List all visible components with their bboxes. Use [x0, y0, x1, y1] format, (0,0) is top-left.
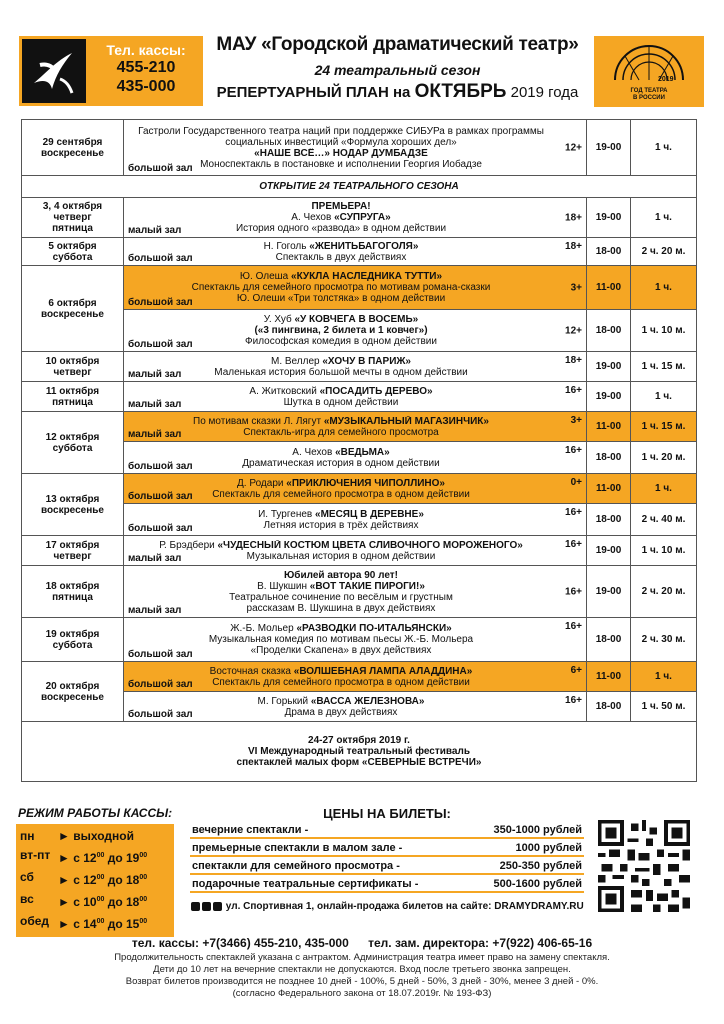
badge-line-1: ГОД ТЕАТРА: [630, 88, 668, 94]
ticket-prices: [190, 806, 584, 912]
footnote: Дети до 10 лет на вечерние спектакли не допускаются. Вход после третьего звонка запрещен.: [153, 964, 571, 975]
performance-title: «ХОЧУ В ПАРИЖ»: [322, 355, 411, 367]
hours-day: вс: [20, 892, 34, 906]
age-rating: 16+: [565, 385, 582, 396]
performance-title: «СУПРУГА»: [334, 212, 391, 223]
price-value: 350-1000 рублей: [493, 824, 582, 836]
duration-cell: 2 ч. 20 м.: [631, 238, 697, 266]
date-cell: [22, 474, 124, 536]
hours-value: [58, 868, 170, 890]
weekday-text: пятница: [52, 223, 93, 234]
time-cell: 19-00: [587, 352, 631, 382]
performance-cell: [124, 536, 587, 566]
plan-prefix: РЕПЕРТУАРНЫЙ ПЛАН на: [216, 84, 411, 101]
title-block: [205, 34, 590, 103]
duration-cell: 1 ч. 15 м.: [631, 412, 697, 442]
performance-cell: [124, 692, 587, 722]
box-office-label: Тел. кассы:: [106, 42, 186, 58]
author: И. Тургенев: [258, 508, 316, 520]
author: Ж.-Б. Мольер: [230, 623, 297, 634]
duration-cell: 1 ч.: [631, 662, 697, 692]
age-rating: 16+: [565, 445, 582, 456]
author: А. Чехов: [292, 446, 336, 458]
hall-label: большой зал: [128, 709, 193, 720]
author: Ю. Олеша: [239, 271, 292, 282]
deputy-director-contact: тел. зам. директора: +7(922) 406-65-16: [368, 936, 593, 950]
address-text: ул. Спортивная 1, онлайн-продажа билетов на сайте: DRAMYDRAMY.RU: [225, 901, 584, 912]
logo-block: [19, 36, 203, 106]
date-text: 13 октября: [45, 493, 100, 505]
time-cell: 11-00: [587, 266, 631, 310]
performance-title: «НАШЕ ВСЁ…» НОДАР ДУМБАДЗЕ: [254, 147, 428, 159]
footnote: Продолжительность спектаклей указана с антрактом. Администрация театра имеет право на замену спектакля.: [114, 952, 610, 963]
table-row: [22, 352, 697, 382]
time-cell: 19-00: [587, 198, 631, 238]
weekday-text: пятница: [52, 591, 93, 603]
address-line: [190, 901, 584, 912]
section-heading: ОТКРЫТИЕ 24 ТЕАТРАЛЬНОГО СЕЗОНА: [22, 176, 697, 198]
duration-cell: 1 ч. 15 м.: [631, 352, 697, 382]
hours-row: [20, 912, 170, 934]
hall-label: малый зал: [128, 399, 182, 410]
date-text: 3, 4 октября: [42, 201, 103, 212]
performance-cell: [124, 238, 587, 266]
table-row: [22, 504, 697, 536]
performance-genre: Драматическая история в одном действии: [242, 457, 440, 469]
age-rating: 3+: [570, 415, 582, 426]
table-row: [22, 382, 697, 412]
hours-day: вт-пт: [20, 848, 51, 862]
performance-cell: [124, 382, 587, 412]
weekday-text: воскресенье: [41, 504, 104, 516]
performance-genre: Спектакль в двух действиях: [275, 251, 407, 263]
date-cell: [22, 566, 124, 618]
time-cell: 18-00: [587, 442, 631, 474]
performance-cell: [124, 504, 587, 536]
theatre-arch-icon: [609, 40, 689, 82]
hours-from-minutes: 00: [96, 852, 105, 859]
contacts-line: [0, 936, 724, 950]
performance-title: «У КОВЧЕГА В ВОСЕМЬ»: [294, 314, 419, 325]
weekday-text: воскресенье: [41, 147, 104, 159]
performance-cell: [124, 566, 587, 618]
table-row: [22, 266, 697, 310]
footnotes: [0, 952, 724, 1000]
author: А. Чехов: [291, 212, 335, 223]
hours-from-minutes: 00: [96, 918, 105, 925]
date-cell: [22, 120, 124, 176]
price-value: 1000 рублей: [515, 842, 582, 854]
jubilee-label: Юбилей автора 90 лет!: [283, 569, 399, 581]
price-label: спектакли для семейного просмотра -: [192, 860, 400, 872]
instagram-icon: [202, 902, 211, 911]
hours-day: сб: [20, 870, 34, 884]
age-rating: 16+: [565, 586, 582, 597]
table-row: [22, 662, 697, 692]
performance-title: «МУЗЫКАЛЬНЫЙ МАГАЗИНЧИК»: [323, 415, 489, 427]
duration-cell: 2 ч. 40 м.: [631, 504, 697, 536]
price-row: [190, 821, 584, 839]
date-cell: [22, 536, 124, 566]
festival-title: VI Международный театральный фестиваль: [248, 745, 470, 757]
hours-row: [20, 890, 170, 912]
hours-row: [20, 827, 170, 846]
duration-cell: 1 ч.: [631, 120, 697, 176]
hours-to-minutes: 00: [139, 874, 148, 881]
hours-from: ► с 10: [58, 895, 97, 909]
duration-cell: 1 ч. 10 м.: [631, 536, 697, 566]
date-text: 29 сентября: [42, 136, 103, 148]
performance-genre: «Проделки Скапена» в двух действиях: [250, 645, 432, 656]
table-row: [22, 474, 697, 504]
table-row: [22, 310, 697, 352]
date-cell: [22, 238, 124, 266]
age-rating: 12+: [565, 325, 582, 336]
date-text: 17 октября: [45, 539, 100, 551]
performance-title: «ЧУДЕСНЫЙ КОСТЮМ ЦВЕТА СЛИВОЧНОГО МОРОЖЕНОГО»: [217, 539, 523, 551]
price-row: [190, 839, 584, 857]
performance-cell: [124, 442, 587, 474]
time-cell: 18-00: [587, 618, 631, 662]
duration-cell: 2 ч. 20 м.: [631, 566, 697, 618]
duration-cell: 1 ч.: [631, 198, 697, 238]
hall-label: большой зал: [128, 523, 193, 534]
performance-genre: Спектакль для семейного просмотра в одном действии: [212, 676, 470, 688]
duration-cell: 1 ч.: [631, 266, 697, 310]
performance-cell: [124, 352, 587, 382]
table-row: [22, 536, 697, 566]
performance-cell: [124, 412, 587, 442]
performance-cell: [124, 310, 587, 352]
price-label: вечерние спектакли -: [192, 824, 309, 836]
badge-text: [594, 88, 704, 102]
badge-year: 2019: [658, 76, 674, 83]
hours-to-minutes: 00: [139, 918, 148, 925]
age-rating: 3+: [570, 282, 582, 293]
plan-title: [205, 81, 590, 103]
performance-genre: Театральное сочинение по весёлым и грустным: [229, 591, 453, 603]
age-rating: 12+: [565, 142, 582, 153]
date-cell: [22, 382, 124, 412]
repertoire-table: [21, 119, 697, 782]
festival-row: [22, 722, 697, 782]
header: [0, 0, 724, 118]
date-cell: [22, 198, 124, 238]
performance-genre: Шутка в одном действии: [283, 396, 399, 408]
qr-code-icon: [598, 820, 690, 912]
hours-from: ► с 14: [58, 917, 97, 931]
table-row: [22, 692, 697, 722]
vk-icon: [191, 902, 200, 911]
author: Р. Брэдбери: [159, 539, 218, 551]
festival-dates: 24-27 октября 2019 г.: [308, 734, 410, 746]
duration-cell: 1 ч.: [631, 382, 697, 412]
performance-line: социальных инвестиций «Формула хороших дел»: [225, 136, 457, 148]
weekday-text: воскресенье: [41, 308, 104, 320]
performance-genre: Драма в двух действиях: [284, 706, 398, 718]
time-cell: 18-00: [587, 238, 631, 266]
performance-cell: [124, 266, 587, 310]
performance-cell: [124, 662, 587, 692]
performance-genre: Философская комедия в одном действии: [245, 336, 437, 347]
performance-cell: [124, 618, 587, 662]
date-cell: [22, 352, 124, 382]
hours-to: до 18: [104, 895, 140, 909]
hours-to: до 18: [104, 873, 140, 887]
plan-year: 2019 года: [510, 84, 579, 101]
duration-cell: 1 ч.: [631, 474, 697, 504]
price-value: 250-350 рублей: [499, 860, 582, 872]
theatre-logo-icon: [22, 39, 86, 103]
author: По мотивам сказки Л. Лягут: [193, 415, 324, 427]
date-text: 10 октября: [45, 355, 100, 367]
duration-cell: 2 ч. 30 м.: [631, 618, 697, 662]
performance-title: «ЖЕНИТЬБАГОГОЛЯ»: [309, 240, 419, 252]
performance-genre: Спектакль для семейного просмотра в одном действии: [212, 488, 470, 500]
table-row: [22, 120, 697, 176]
age-rating: 16+: [565, 695, 582, 706]
premiere-label: ПРЕМЬЕРА!: [311, 201, 371, 212]
hours-to: до 19: [104, 851, 140, 865]
box-office-hours-title: РЕЖИМ РАБОТЫ КАССЫ:: [18, 806, 173, 820]
age-rating: 18+: [565, 212, 582, 223]
price-row: [190, 857, 584, 875]
time-cell: 18-00: [587, 504, 631, 536]
age-rating: 18+: [565, 355, 582, 366]
price-value: 500-1600 рублей: [493, 878, 582, 890]
odnoklassniki-icon: [213, 902, 222, 911]
hours-from-minutes: 00: [96, 874, 105, 881]
hours-value: [58, 912, 170, 934]
hours-value: [58, 890, 170, 912]
time-cell: 19-00: [587, 120, 631, 176]
hours-day: обед: [20, 914, 50, 928]
badge-line-2: В РОССИИ: [633, 95, 665, 101]
footnote: (согласно Федерального закона от 18.07.2019г. № 193-ФЗ): [232, 988, 492, 999]
plan-month: ОКТЯБРЬ: [414, 81, 507, 102]
weekday-text: пятница: [52, 396, 93, 408]
hall-label: малый зал: [128, 605, 182, 616]
performance-cell: [124, 120, 587, 176]
age-rating: 6+: [570, 665, 582, 676]
performance-genre: Ю. Олеши «Три толстяка» в одном действии: [236, 293, 446, 304]
duration-cell: 1 ч. 20 м.: [631, 442, 697, 474]
date-text: 5 октября: [48, 240, 97, 252]
hall-label: большой зал: [128, 253, 193, 264]
performance-genre: Спектакль для семейного просмотра по мотивам романа-сказки: [191, 282, 491, 293]
hours-value: [58, 846, 170, 868]
hours-from: ► с 12: [58, 873, 97, 887]
weekday-text: воскресенье: [41, 691, 104, 703]
hall-label: большой зал: [128, 649, 193, 660]
author: В. Шукшин: [257, 580, 310, 592]
season-label: 24 театральный сезон: [314, 62, 481, 78]
weekday-text: суббота: [52, 251, 93, 263]
author: Н. Гоголь: [263, 240, 310, 252]
time-cell: 18-00: [587, 692, 631, 722]
age-rating: 0+: [570, 477, 582, 488]
hours-to: до 15: [104, 917, 140, 931]
performance-line: Гастроли Государственного театра наций при поддержке СИБУРа в рамках программы: [138, 125, 544, 137]
hall-label: малый зал: [128, 225, 182, 236]
time-cell: 11-00: [587, 474, 631, 504]
price-label: премьерные спектакли в малом зале -: [192, 842, 403, 854]
hours-row: [20, 846, 170, 868]
time-cell: 11-00: [587, 412, 631, 442]
year-of-theatre-badge: [594, 36, 704, 107]
table-row: [22, 238, 697, 266]
hall-label: большой зал: [128, 461, 193, 472]
time-cell: 19-00: [587, 536, 631, 566]
box-office-phone-1: 455-210: [116, 59, 176, 76]
price-row: [190, 875, 584, 893]
hours-from-minutes: 00: [96, 896, 105, 903]
hall-label: большой зал: [128, 297, 193, 308]
duration-cell: 1 ч. 50 м.: [631, 692, 697, 722]
hours-from: ► с 12: [58, 851, 97, 865]
age-rating: 18+: [565, 241, 582, 252]
age-rating: 16+: [565, 507, 582, 518]
date-cell: [22, 266, 124, 352]
hall-label: малый зал: [128, 369, 182, 380]
hall-label: малый зал: [128, 553, 182, 564]
weekday-text: четверг: [53, 366, 92, 378]
performance-cell: [124, 474, 587, 504]
weekday-text: четверг: [53, 212, 92, 223]
author: А. Житковский: [249, 385, 320, 397]
festival-announcement: [22, 722, 697, 782]
performance-genre: Музыкальная комедия по мотивам пьесы Ж.-Б. Мольера: [208, 634, 474, 645]
hall-label: малый зал: [128, 429, 182, 440]
performance-title: «МЕСЯЦ В ДЕРЕВНЕ»: [315, 508, 424, 520]
duration-cell: 1 ч. 10 м.: [631, 310, 697, 352]
weekday-text: четверг: [53, 550, 92, 562]
table-row: [22, 412, 697, 442]
hall-label: большой зал: [128, 339, 193, 350]
time-cell: 19-00: [587, 382, 631, 412]
hours-row: [20, 868, 170, 890]
performance-title: «КУКЛА НАСЛЕДНИКА ТУТТИ»: [291, 271, 443, 282]
date-text: 19 октября: [45, 628, 100, 640]
performance-subtitle: («3 пингвина, 2 билета и 1 ковчег»): [254, 325, 428, 336]
weekday-text: суббота: [52, 639, 93, 651]
table-row: [22, 442, 697, 474]
table-row: [22, 566, 697, 618]
performance-title: «ВОТ ТАКИЕ ПИРОГИ!»: [309, 580, 425, 592]
hours-to-minutes: 00: [139, 852, 148, 859]
performance-title: «РАЗВОДКИ ПО-ИТАЛЬЯНСКИ»: [296, 623, 452, 634]
price-label: подарочные театральные сертификаты -: [192, 878, 419, 890]
performance-genre: Летняя история в трёх действиях: [263, 519, 419, 531]
author: Д. Родари: [237, 477, 287, 489]
hall-label: большой зал: [128, 491, 193, 502]
date-text: 12 октября: [45, 431, 100, 443]
performance-genre: Моноспектакль в постановке и исполнении Георгия Иобадзе: [200, 158, 482, 170]
date-text: 20 октября: [45, 680, 100, 692]
time-cell: 19-00: [587, 566, 631, 618]
date-cell: [22, 412, 124, 474]
hours-to-minutes: 00: [139, 896, 148, 903]
hall-label: большой зал: [128, 679, 193, 690]
performance-genre: рассказам В. Шукшина в двух действиях: [246, 602, 436, 614]
performance-title: «ПРИКЛЮЧЕНИЯ ЧИПОЛЛИНО»: [286, 477, 445, 489]
table-row: [22, 198, 697, 238]
age-rating: 16+: [565, 539, 582, 550]
ticket-prices-title: ЦЕНЫ НА БИЛЕТЫ:: [323, 806, 451, 821]
performance-title: «ВОЛШЕБНАЯ ЛАМПА АЛАДДИНА»: [293, 665, 473, 677]
box-office-contact: тел. кассы: +7(3466) 455-210, 435-000: [131, 936, 349, 950]
time-cell: 18-00: [587, 310, 631, 352]
date-cell: [22, 662, 124, 722]
performance-genre: Маленькая история большой мечты в одном действии: [214, 366, 468, 378]
author: М. Веллер: [270, 355, 323, 367]
time-cell: 11-00: [587, 662, 631, 692]
performance-title: «ПОСАДИТЬ ДЕРЕВО»: [319, 385, 433, 397]
theatre-name: МАУ «Городской драматический театр»: [216, 34, 579, 55]
box-office-phone-2: 435-000: [116, 78, 176, 95]
performance-genre: Музыкальная история в одном действии: [246, 550, 436, 562]
date-cell: [22, 618, 124, 662]
age-rating: 16+: [565, 621, 582, 632]
performance-title: «ВЕДЬМА»: [335, 446, 390, 458]
weekday-text: суббота: [52, 442, 93, 454]
author: У. Хуб: [263, 314, 295, 325]
box-office-hours-list: [16, 824, 174, 937]
hours-day: пн: [20, 829, 35, 843]
date-text: 18 октября: [45, 580, 100, 592]
box-office-hours: [16, 806, 186, 937]
box-office-phones: [91, 42, 201, 96]
author: М. Горький: [257, 695, 311, 707]
table-row: [22, 618, 697, 662]
festival-subtitle: спектаклей малых форм «СЕВЕРНЫЕ ВСТРЕЧИ»: [236, 756, 482, 768]
performance-title: «ВАССА ЖЕЛЕЗНОВА»: [310, 695, 425, 707]
author: Восточная сказка: [209, 665, 294, 677]
hours-value: ► выходной: [58, 829, 134, 843]
date-text: 11 октября: [45, 385, 100, 397]
hall-label: большой зал: [128, 163, 193, 174]
date-text: 6 октября: [48, 297, 97, 309]
performance-genre: История одного «развода» в одном действии: [235, 223, 447, 234]
footnote: Возврат билетов производится не позднее 10 дней - 100%, 5 дней - 50%, 3 дней - 30%, менее 3 дней - 0%.: [125, 976, 599, 987]
section-row: [22, 176, 697, 198]
performance-genre: Спектакль-игра для семейного просмотра: [243, 426, 439, 438]
performance-cell: [124, 198, 587, 238]
